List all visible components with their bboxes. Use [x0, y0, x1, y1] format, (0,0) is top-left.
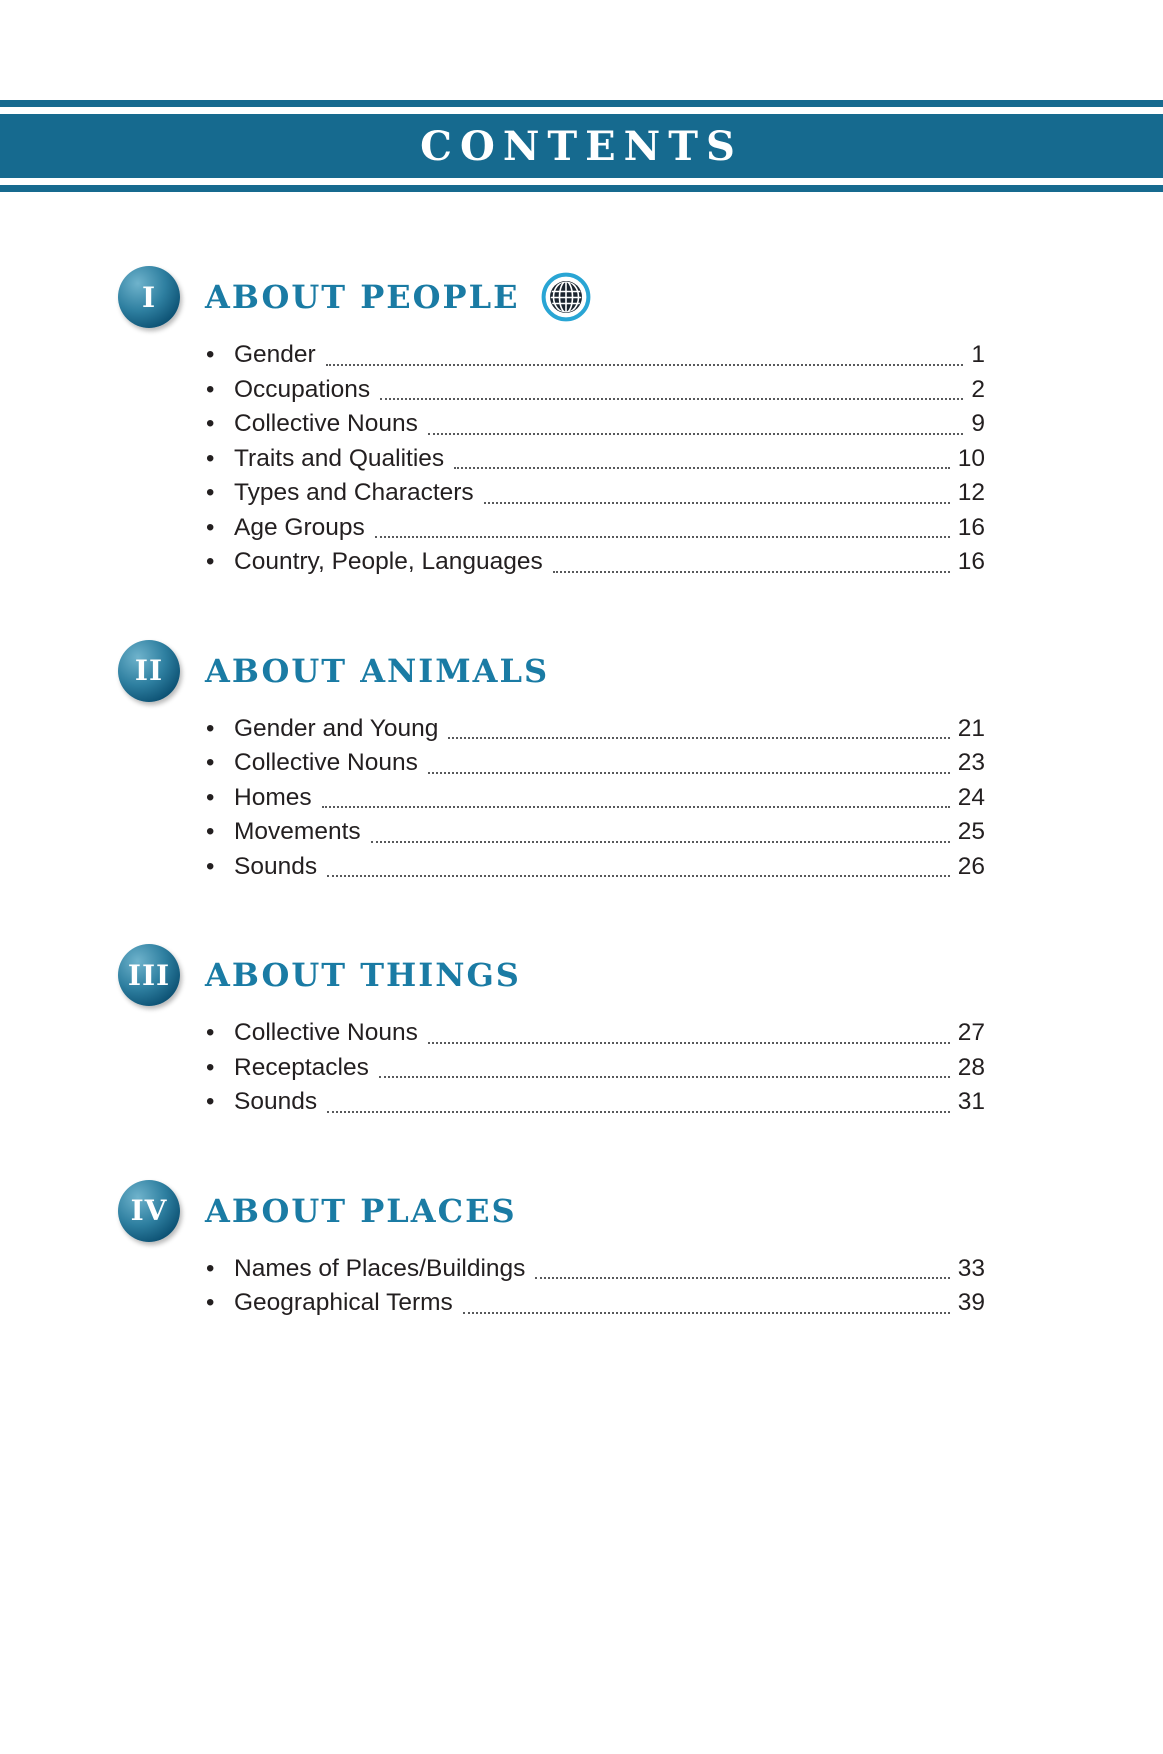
section-numeral: III	[127, 958, 171, 992]
toc-item	[206, 373, 985, 408]
contents-page	[0, 100, 1163, 1441]
contents-banner	[0, 100, 1163, 192]
item-page-number: 1	[971, 341, 985, 368]
section-numeral-badge	[118, 266, 180, 328]
item-page-number: 33	[957, 1254, 985, 1282]
bullet-icon: •	[206, 852, 215, 880]
banner-bottom-line	[0, 185, 1163, 192]
bullet-icon: •	[206, 479, 215, 506]
toc-item	[206, 407, 985, 442]
item-label: Collective Nouns	[234, 749, 418, 776]
toc-item	[206, 476, 985, 511]
bullet-icon: •	[206, 714, 215, 742]
dotted-leader	[327, 875, 950, 877]
toc-section	[0, 944, 1163, 1120]
toc-item	[206, 1252, 985, 1287]
bullet-icon: •	[206, 548, 215, 575]
section-header	[118, 266, 1163, 328]
section-header	[118, 640, 1163, 702]
bullet-icon: •	[206, 1088, 215, 1115]
dotted-leader	[380, 398, 963, 400]
section-numeral: IV	[130, 1194, 168, 1227]
puzzle-ball-icon	[541, 272, 591, 322]
section-title: ABOUT ANIMALS	[205, 651, 550, 690]
item-label: Receptacles	[234, 1053, 369, 1081]
dotted-leader	[535, 1277, 949, 1279]
banner-top-line	[0, 100, 1163, 107]
bullet-icon: •	[206, 1254, 215, 1282]
toc-section	[0, 1180, 1163, 1321]
toc-item	[206, 545, 985, 580]
section-numeral: II	[134, 654, 164, 687]
dotted-leader	[375, 536, 950, 538]
dotted-leader	[553, 571, 950, 573]
toc-section	[0, 266, 1163, 580]
bullet-icon: •	[206, 783, 215, 811]
item-label: Collective Nouns	[234, 1019, 418, 1046]
dotted-leader	[484, 502, 950, 504]
item-page-number: 2	[971, 375, 985, 403]
item-label: Occupations	[234, 375, 371, 403]
item-page-number: 27	[957, 1019, 985, 1046]
section-items	[206, 1016, 985, 1120]
bullet-icon: •	[206, 1289, 215, 1316]
section-header	[118, 944, 1163, 1006]
item-label: Sounds	[234, 852, 318, 880]
item-page-number: 31	[957, 1088, 985, 1115]
bullet-icon: •	[206, 1053, 215, 1081]
item-label: Country, People, Languages	[234, 548, 543, 575]
section-title: ABOUT PEOPLE	[205, 278, 520, 316]
item-page-number: 26	[957, 852, 985, 880]
item-label: Types and Characters	[234, 479, 474, 506]
section-items	[206, 1252, 985, 1321]
toc-item	[206, 442, 985, 477]
toc-item	[206, 781, 985, 816]
bullet-icon: •	[206, 513, 215, 541]
item-label: Homes	[234, 783, 312, 811]
toc-section	[0, 640, 1163, 885]
item-label: Traits and Qualities	[234, 444, 445, 472]
item-page-number: 10	[957, 444, 985, 472]
toc-item	[206, 1051, 985, 1086]
toc-item	[206, 712, 985, 747]
toc-item	[206, 746, 985, 781]
item-label: Movements	[234, 818, 361, 845]
toc-item	[206, 815, 985, 850]
toc-item	[206, 850, 985, 885]
dotted-leader	[463, 1312, 950, 1314]
section-title: ABOUT PLACES	[205, 1191, 517, 1230]
bullet-icon: •	[206, 341, 215, 368]
item-page-number: 9	[971, 410, 985, 437]
dotted-leader	[448, 737, 949, 739]
item-page-number: 16	[957, 548, 985, 575]
item-label: Gender and Young	[234, 714, 439, 742]
dotted-leader	[327, 1111, 950, 1113]
page-title: CONTENTS	[420, 122, 743, 170]
dotted-leader	[428, 433, 964, 435]
section-header	[118, 1180, 1163, 1242]
bullet-icon: •	[206, 444, 215, 472]
section-title: ABOUT THINGS	[205, 956, 521, 994]
toc-item	[206, 511, 985, 546]
item-page-number: 21	[957, 714, 985, 742]
bullet-icon: •	[206, 410, 215, 437]
item-page-number: 24	[957, 783, 985, 811]
item-label: Sounds	[234, 1088, 318, 1115]
dotted-leader	[326, 364, 964, 366]
section-items	[206, 338, 985, 580]
bullet-icon: •	[206, 818, 215, 845]
item-label: Collective Nouns	[234, 410, 418, 437]
dotted-leader	[428, 1042, 950, 1044]
item-page-number: 25	[957, 818, 985, 845]
section-numeral-badge	[118, 640, 180, 702]
dotted-leader	[371, 841, 950, 843]
item-label: Gender	[234, 341, 316, 368]
item-page-number: 23	[957, 749, 985, 776]
section-numeral: I	[141, 280, 157, 314]
toc-item	[206, 1286, 985, 1321]
toc-item	[206, 338, 985, 373]
banner-bar	[0, 114, 1163, 178]
bullet-icon: •	[206, 1019, 215, 1046]
dotted-leader	[379, 1076, 950, 1078]
section-numeral-badge	[118, 944, 180, 1006]
item-page-number: 39	[957, 1289, 985, 1316]
bullet-icon: •	[206, 375, 215, 403]
item-page-number: 16	[957, 513, 985, 541]
item-label: Age Groups	[234, 513, 365, 541]
toc-item	[206, 1085, 985, 1120]
item-page-number: 12	[957, 479, 985, 506]
section-items	[206, 712, 985, 885]
item-label: Geographical Terms	[234, 1289, 453, 1316]
section-numeral-badge	[118, 1180, 180, 1242]
bullet-icon: •	[206, 749, 215, 776]
toc-item	[206, 1016, 985, 1051]
item-page-number: 28	[957, 1053, 985, 1081]
sections-list	[0, 266, 1163, 1441]
dotted-leader	[454, 467, 950, 469]
dotted-leader	[322, 806, 950, 808]
dotted-leader	[428, 772, 950, 774]
item-label: Names of Places/Buildings	[234, 1254, 526, 1282]
